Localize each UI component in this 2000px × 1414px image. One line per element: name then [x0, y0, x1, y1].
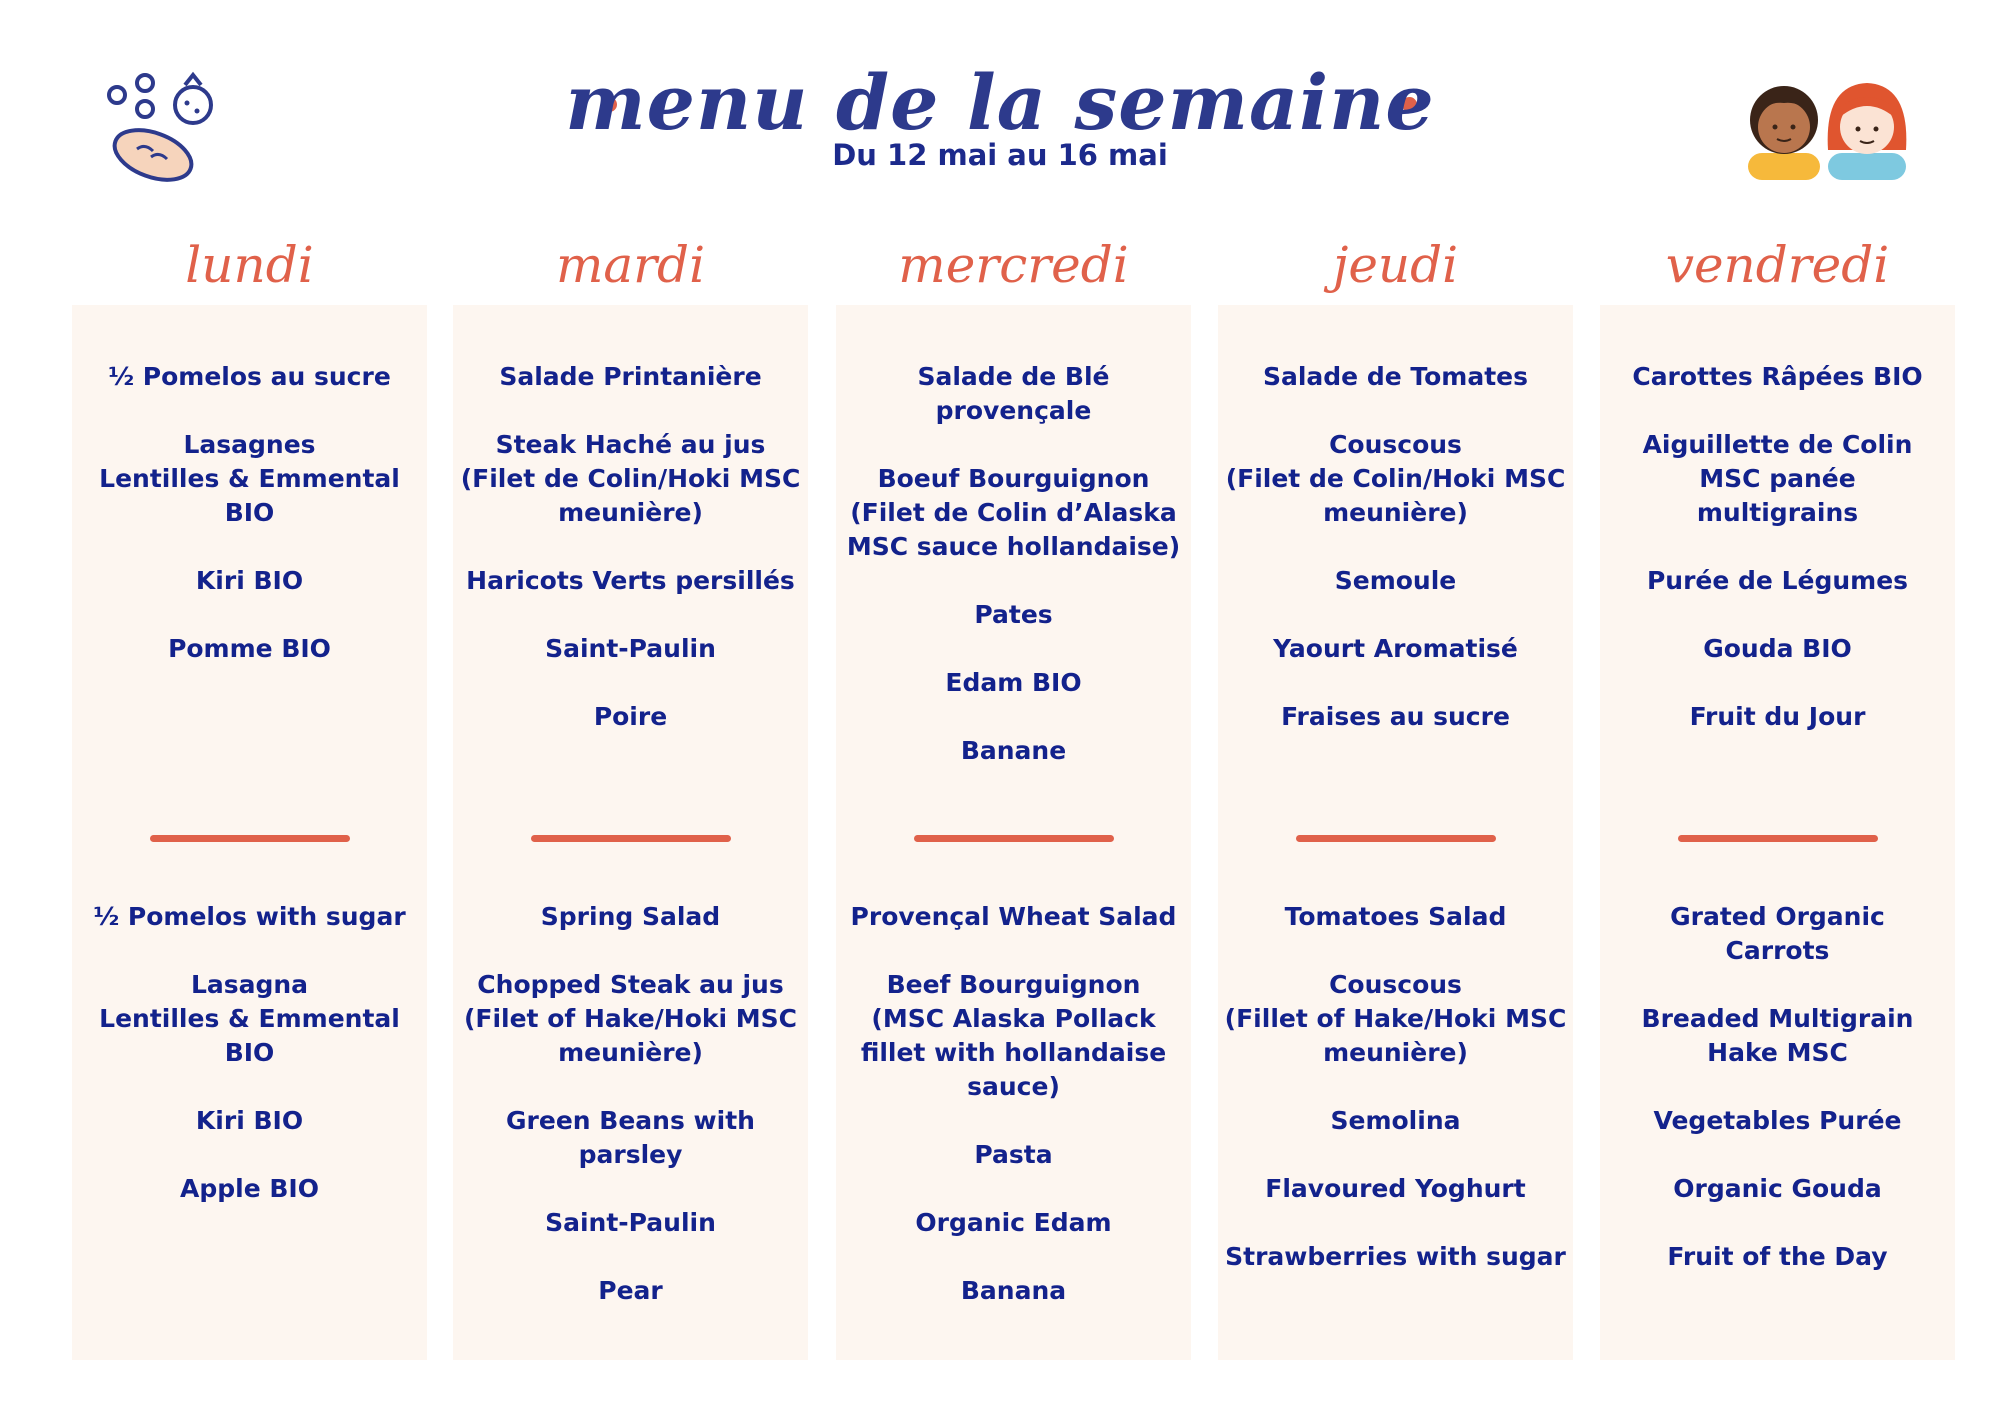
menu-item: Apple BIO: [180, 1174, 319, 1203]
menu-en: [1600, 900, 1955, 1308]
menu-item: Carottes Râpées BIO: [1632, 362, 1923, 391]
day-column-vendredi: [1600, 305, 1955, 1360]
menu-item: Steak Haché au jus (Filet de Colin/Hoki MSC meunière): [460, 430, 801, 527]
menu-en: [72, 900, 427, 1240]
menu-item: ½ Pomelos au sucre: [108, 362, 391, 391]
menu-item: Couscous (Filet de Colin/Hoki MSC meunière): [1225, 430, 1566, 527]
menu-fr: [1600, 360, 1955, 768]
menu-fr: [72, 360, 427, 700]
menu-item: Provençal Wheat Salad: [850, 902, 1177, 931]
menu-item: Pomme BIO: [168, 634, 331, 663]
page-subtitle: Du 12 mai au 16 mai: [832, 138, 1168, 172]
menu-item: Saint-Paulin: [545, 1208, 716, 1237]
menu-fr: [836, 360, 1191, 802]
menu-item: Yaourt Aromatisé: [1273, 634, 1518, 663]
day-column-jeudi: [1218, 305, 1573, 1360]
menu-item: Kiri BIO: [195, 566, 304, 595]
menu-item: Beef Bourguignon (MSC Alaska Pollack fillet with hollandaise sauce): [860, 970, 1167, 1101]
menu-fr: [1218, 360, 1573, 768]
day-heading-mercredi: mercredi: [898, 236, 1129, 294]
kids-icon: [1740, 65, 1915, 180]
menu-item: Fraises au sucre: [1281, 702, 1510, 731]
menu-item: Saint-Paulin: [545, 634, 716, 663]
menu-en: [836, 900, 1191, 1342]
menu-item: Salade Printanière: [499, 362, 762, 391]
menu-item: Pear: [598, 1276, 663, 1305]
menu-item: Semolina: [1330, 1106, 1461, 1135]
menu-item: Fruit of the Day: [1667, 1242, 1888, 1271]
menu-item: Organic Gouda: [1673, 1174, 1882, 1203]
menu-item: Lasagna Lentilles & Emmental BIO: [99, 970, 400, 1067]
menu-item: Kiri BIO: [195, 1106, 304, 1135]
menu-item: Breaded Multigrain Hake MSC: [1641, 1004, 1914, 1067]
menu-en: [1218, 900, 1573, 1308]
menu-item: Vegetables Purée: [1653, 1106, 1902, 1135]
menu-item: Spring Salad: [540, 902, 721, 931]
day-heading-lundi: lundi: [185, 236, 314, 294]
menu-item: Gouda BIO: [1703, 634, 1852, 663]
menu-item: Banane: [960, 736, 1067, 765]
menu-item: Pates: [974, 600, 1053, 629]
day-column-lundi: [72, 305, 427, 1360]
menu-item: Flavoured Yoghurt: [1265, 1174, 1526, 1203]
menu-item: Banana: [960, 1276, 1067, 1305]
menu-item: Organic Edam: [915, 1208, 1112, 1237]
day-heading-jeudi: jeudi: [1332, 236, 1459, 294]
menu-item: Grated Organic Carrots: [1670, 902, 1885, 965]
menu-item: Haricots Verts persillés: [466, 566, 795, 595]
day-column-mardi: [453, 305, 808, 1360]
menu-item: Strawberries with sugar: [1225, 1242, 1566, 1271]
menu-item: Aiguillette de Colin MSC panée multigrains: [1642, 430, 1913, 527]
menu-item: Green Beans with parsley: [506, 1106, 755, 1169]
menu-fr: [453, 360, 808, 768]
day-heading-vendredi: vendredi: [1665, 236, 1890, 294]
menu-item: Semoule: [1334, 566, 1457, 595]
menu-item: Edam BIO: [945, 668, 1082, 697]
menu-item: Poire: [593, 702, 668, 731]
day-column-mercredi: [836, 305, 1191, 1360]
menu-en: [453, 900, 808, 1342]
section-divider: [1296, 835, 1496, 842]
menu-item: Chopped Steak au jus (Filet of Hake/Hoki MSC meunière): [463, 970, 798, 1067]
menu-item: Fruit du Jour: [1689, 702, 1866, 731]
section-divider: [914, 835, 1114, 842]
section-divider: [1678, 835, 1878, 842]
day-heading-mardi: mardi: [555, 236, 706, 294]
menu-item: Salade de Tomates: [1262, 362, 1529, 391]
menu-item: Tomatoes Salad: [1284, 902, 1507, 931]
menu-item: ½ Pomelos with sugar: [93, 902, 406, 931]
menu-item: Couscous (Fillet of Hake/Hoki MSC meunière): [1224, 970, 1567, 1067]
menu-item: Boeuf Bourguignon (Filet de Colin d’Alaska MSC sauce hollandaise): [846, 464, 1181, 561]
section-divider: [531, 835, 731, 842]
menu-item: Pasta: [974, 1140, 1053, 1169]
menu-item: Lasagnes Lentilles & Emmental BIO: [99, 430, 400, 527]
menu-item: Purée de Légumes: [1646, 566, 1909, 595]
section-divider: [150, 835, 350, 842]
page-title: menu de la semaine: [565, 58, 1435, 147]
menu-item: Salade de Blé provençale: [917, 362, 1110, 425]
